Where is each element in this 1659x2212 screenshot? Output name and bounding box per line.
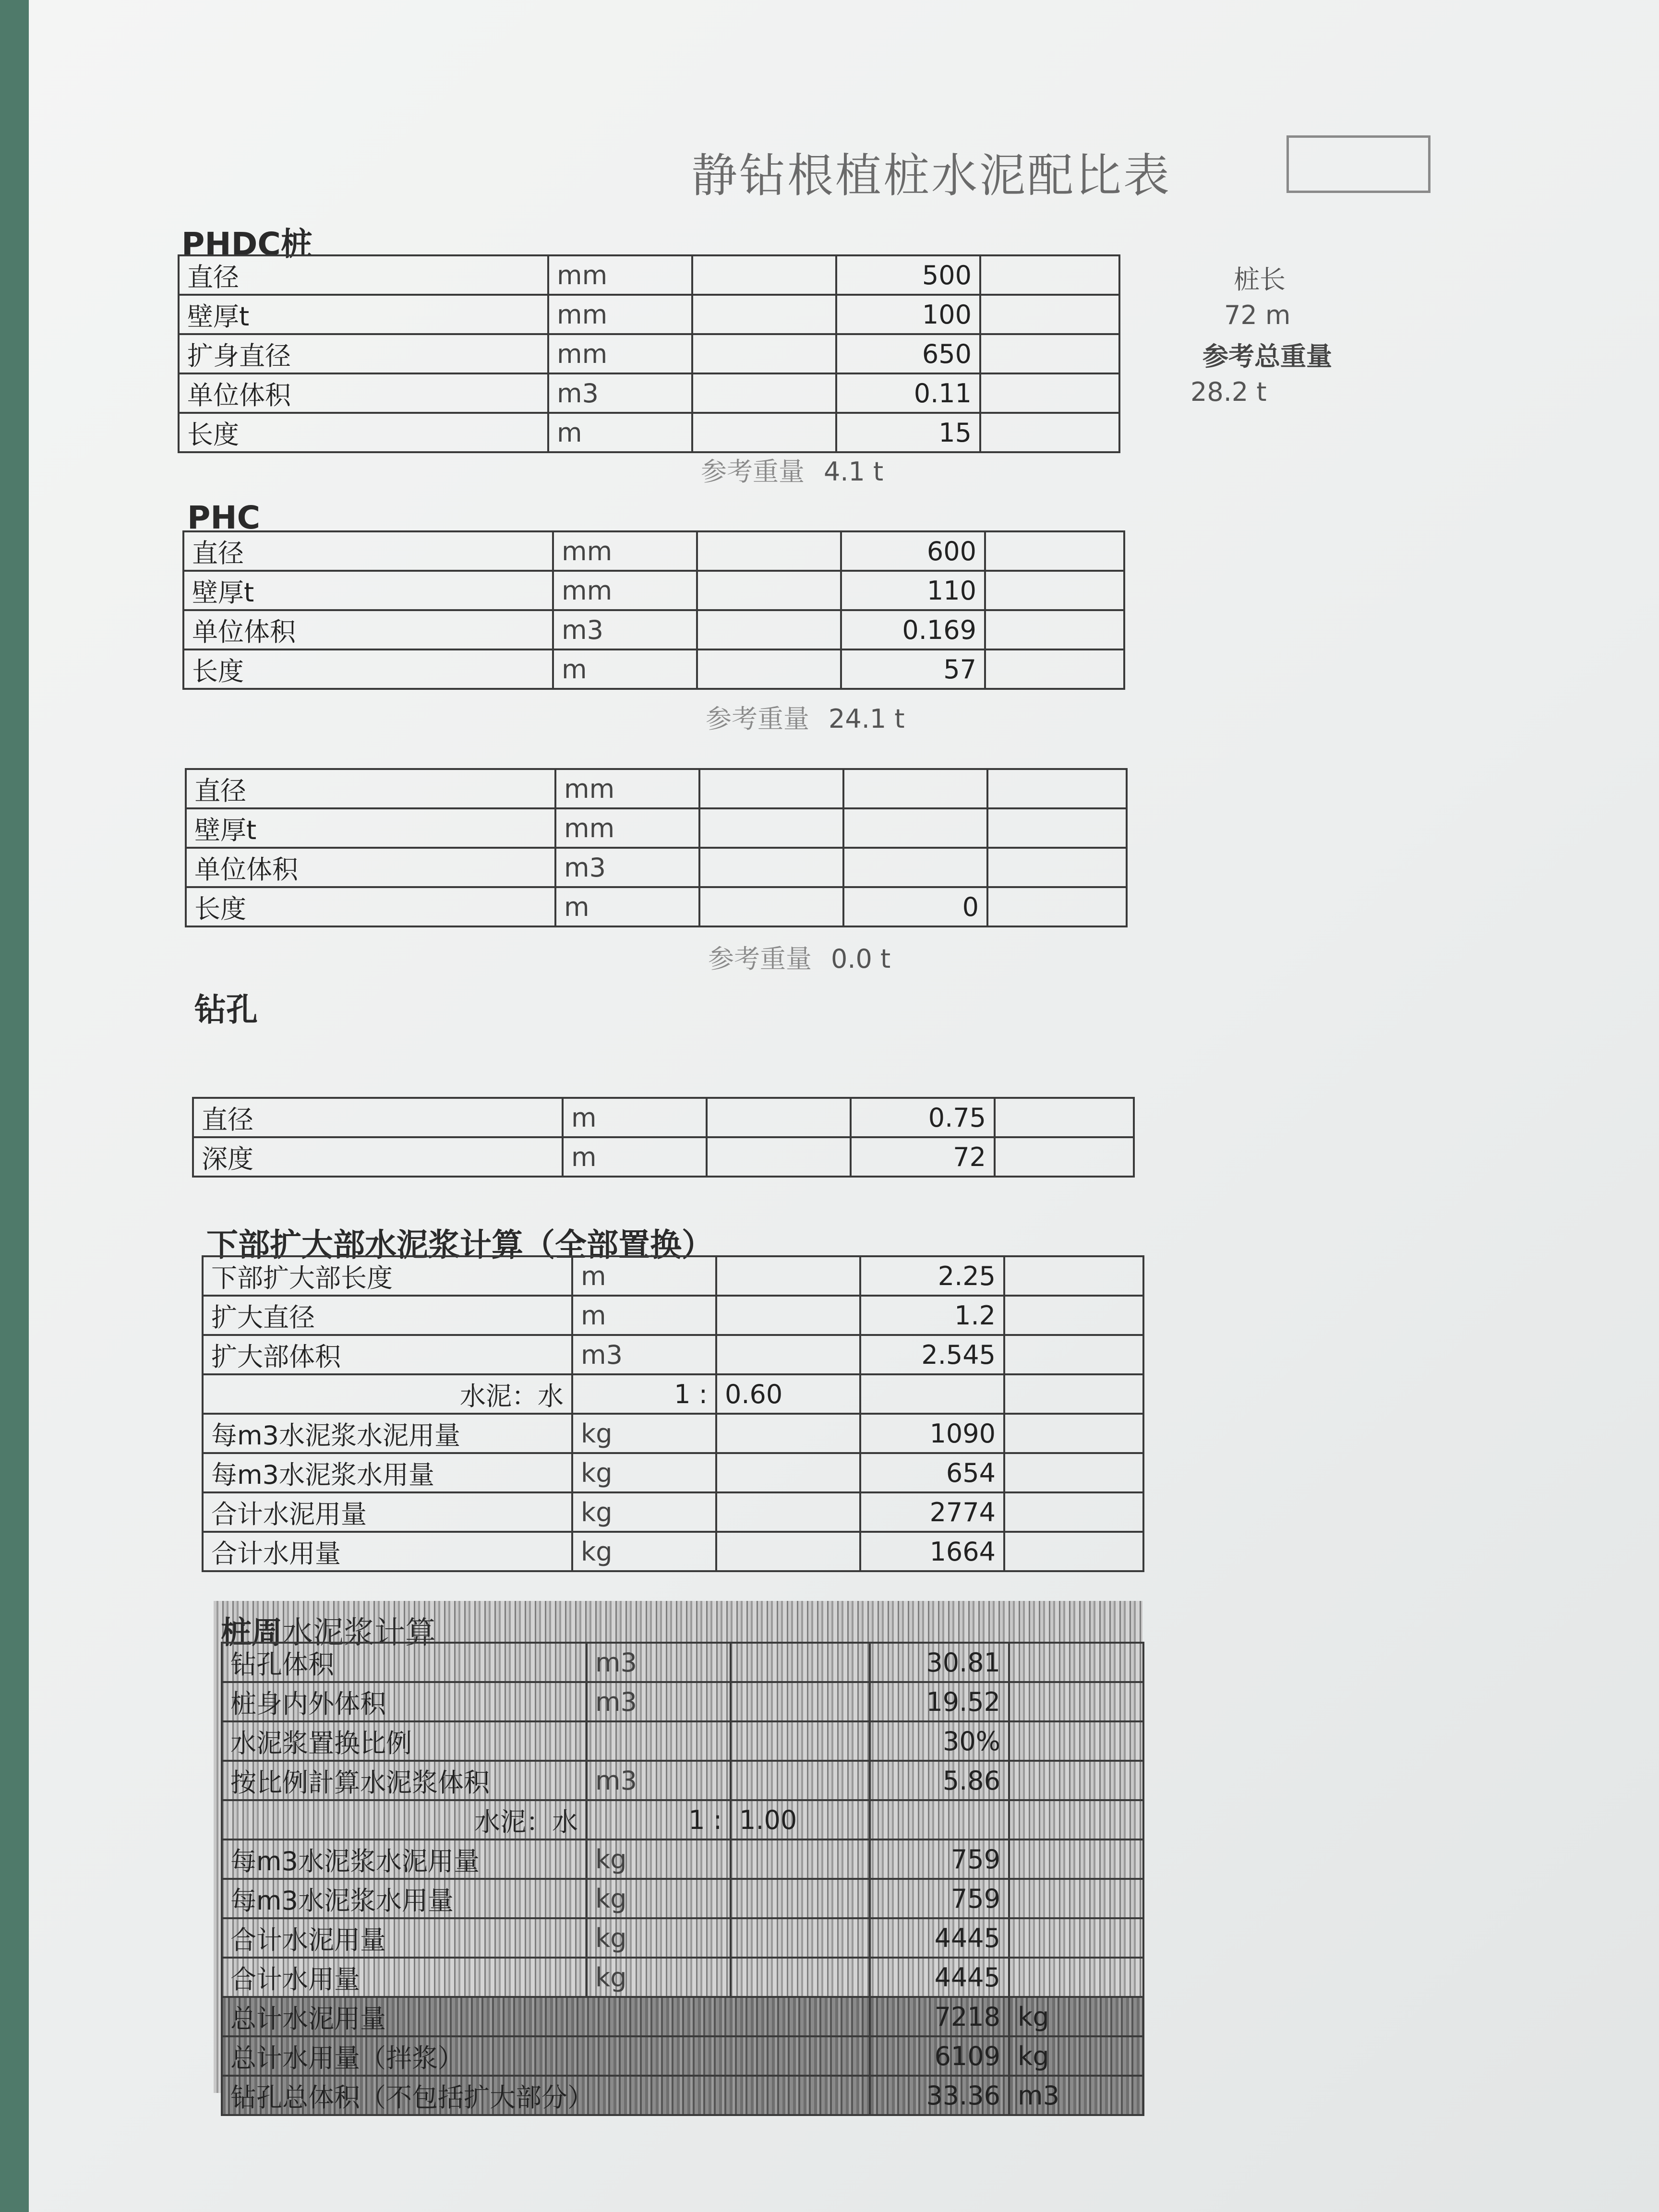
row-name: 每m3水泥浆水用量 [222, 1879, 587, 1918]
total-weight-value: 28.2 t [1190, 377, 1267, 407]
table-row [222, 1682, 1143, 1721]
third-table [185, 768, 1128, 927]
ref-value: 0.0 t [831, 944, 891, 974]
row-unit: m3 [555, 848, 699, 887]
row-name: 按比例計算水泥浆体积 [222, 1761, 587, 1800]
table-row [203, 1492, 1143, 1532]
total-row [222, 2076, 1143, 2115]
ratio-label: 水泥：水 [222, 1800, 587, 1839]
table-row [186, 769, 1127, 808]
row-name: 直径 [193, 1098, 563, 1137]
row-name: 单位体积 [179, 373, 548, 413]
around-label-bold: 桩周 [221, 1615, 282, 1651]
row-name: 长度 [183, 649, 553, 689]
row-value: 0.169 [841, 610, 985, 649]
table-row [186, 887, 1127, 926]
table-row [179, 413, 1119, 452]
ref-label: 参考重量 [708, 944, 812, 974]
row-name: 壁厚t [183, 571, 553, 610]
row-value: 4445 [870, 1958, 1009, 1997]
row-value: 759 [870, 1879, 1009, 1918]
row-unit: mm [548, 295, 692, 334]
row-value: 500 [836, 255, 980, 295]
phc-section-label: PHC [187, 499, 261, 536]
row-unit: m [548, 413, 692, 452]
table-row [222, 1761, 1143, 1800]
row-name: 壁厚t [186, 808, 555, 848]
row-unit: mm [555, 769, 699, 808]
total-value: 33.36 [870, 2076, 1009, 2115]
row-value: 2.25 [860, 1256, 1004, 1296]
total-weight-label: 参考总重量 [1202, 341, 1332, 372]
row-unit: m3 [548, 373, 692, 413]
around-label-rest: 水泥浆计算 [282, 1615, 436, 1651]
row-unit: m [555, 887, 699, 926]
table-row [179, 255, 1119, 295]
row-unit: kg [587, 1879, 731, 1918]
row-unit: mm [553, 571, 697, 610]
row-unit: mm [553, 531, 697, 571]
row-unit: kg [587, 1918, 731, 1958]
ratio-row [222, 1800, 1143, 1839]
ratio-a: 1 : [572, 1374, 716, 1414]
row-unit: m [553, 649, 697, 689]
total-unit: kg [1009, 2036, 1143, 2076]
row-value: 2774 [860, 1492, 1004, 1532]
table-row [203, 1335, 1143, 1374]
row-value: 30% [870, 1721, 1009, 1761]
row-unit: m [572, 1256, 716, 1296]
row-name: 长度 [186, 887, 555, 926]
row-name: 扩大直径 [203, 1296, 572, 1335]
row-value [843, 808, 987, 848]
row-value: 19.52 [870, 1682, 1009, 1721]
row-name: 合计水泥用量 [222, 1918, 587, 1958]
lower-section-label: 下部扩大部水泥浆计算（全部置换） [206, 1226, 713, 1263]
ratio-a: 1 : [587, 1800, 731, 1839]
drill-section-label: 钻孔 [194, 991, 258, 1028]
table-row [222, 1918, 1143, 1958]
row-value: 650 [836, 334, 980, 373]
table-row [203, 1256, 1143, 1296]
row-unit: kg [572, 1532, 716, 1571]
table-row [183, 649, 1124, 689]
table-row [179, 373, 1119, 413]
total-name: 钻孔总体积（不包括扩大部分） [222, 2076, 870, 2115]
row-unit: m [563, 1137, 707, 1177]
row-name: 壁厚t [179, 295, 548, 334]
total-value: 7218 [870, 1997, 1009, 2036]
phc-table [182, 530, 1125, 690]
row-unit: m3 [587, 1682, 731, 1721]
total-name: 总计水泥用量 [222, 1997, 870, 2036]
table-row [183, 610, 1124, 649]
table-row [222, 1879, 1143, 1918]
lower-table [202, 1255, 1144, 1572]
total-value: 6109 [870, 2036, 1009, 2076]
row-name: 合计水用量 [203, 1532, 572, 1571]
row-unit: kg [572, 1414, 716, 1453]
row-name: 水泥浆置换比例 [222, 1721, 587, 1761]
table-row [193, 1137, 1134, 1177]
row-value: 1.2 [860, 1296, 1004, 1335]
table-row [222, 1839, 1143, 1879]
row-value: 57 [841, 649, 985, 689]
row-name: 直径 [179, 255, 548, 295]
blank-box [1286, 135, 1431, 193]
table-row [222, 1721, 1143, 1761]
row-name: 钻孔体积 [222, 1643, 587, 1682]
row-unit: m3 [572, 1335, 716, 1374]
table-row [193, 1098, 1134, 1137]
row-name: 扩身直径 [179, 334, 548, 373]
row-unit: m3 [553, 610, 697, 649]
row-name: 长度 [179, 413, 548, 452]
row-unit: m [572, 1296, 716, 1335]
row-value: 1090 [860, 1414, 1004, 1453]
table-row [179, 334, 1119, 373]
ref-label: 参考重量 [701, 457, 805, 487]
phdc-ref-weight [701, 451, 883, 488]
row-unit: mm [548, 255, 692, 295]
row-value: 759 [870, 1839, 1009, 1879]
table-row [183, 531, 1124, 571]
ref-value: 24.1 t [829, 704, 905, 734]
row-value: 600 [841, 531, 985, 571]
page-title: 静钻根植桩水泥配比表 [691, 149, 1171, 203]
row-unit: mm [548, 334, 692, 373]
phdc-section-label: PHDC桩 [181, 226, 313, 263]
row-value: 72 [851, 1137, 995, 1177]
row-value: 110 [841, 571, 985, 610]
row-value: 0.75 [851, 1098, 995, 1137]
drill-table [192, 1097, 1135, 1178]
ratio-label: 水泥：水 [203, 1374, 572, 1414]
total-row [222, 2036, 1143, 2076]
row-name: 单位体积 [186, 848, 555, 887]
table-row [222, 1643, 1143, 1682]
total-row [222, 1997, 1143, 2036]
third-ref-weight [708, 938, 890, 975]
document-page [29, 0, 1659, 2212]
row-unit: kg [587, 1839, 731, 1879]
table-row [203, 1296, 1143, 1335]
row-value: 15 [836, 413, 980, 452]
row-value: 654 [860, 1453, 1004, 1492]
row-value [843, 769, 987, 808]
row-value: 30.81 [870, 1643, 1009, 1682]
around-table [221, 1642, 1144, 2116]
table-row [203, 1532, 1143, 1571]
row-name: 直径 [183, 531, 553, 571]
row-unit: mm [555, 808, 699, 848]
row-name: 每m3水泥浆水泥用量 [203, 1414, 572, 1453]
row-name: 合计水用量 [222, 1958, 587, 1997]
row-name: 每m3水泥浆水用量 [203, 1453, 572, 1492]
row-value: 0.11 [836, 373, 980, 413]
row-unit: kg [572, 1453, 716, 1492]
row-name: 桩身内外体积 [222, 1682, 587, 1721]
row-value: 100 [836, 295, 980, 334]
row-value: 0 [843, 887, 987, 926]
total-name: 总计水用量（拌浆） [222, 2036, 870, 2076]
phdc-table [178, 254, 1120, 453]
row-unit: kg [572, 1492, 716, 1532]
ref-label: 参考重量 [706, 704, 809, 734]
total-unit: m3 [1009, 2076, 1143, 2115]
table-row [203, 1453, 1143, 1492]
row-value: 1664 [860, 1532, 1004, 1571]
row-unit [587, 1721, 731, 1761]
row-value: 2.545 [860, 1335, 1004, 1374]
ratio-row [203, 1374, 1143, 1414]
ref-value: 4.1 t [824, 457, 884, 487]
row-name: 下部扩大部长度 [203, 1256, 572, 1296]
row-name: 深度 [193, 1137, 563, 1177]
phc-ref-weight [706, 698, 905, 735]
row-unit: m [563, 1098, 707, 1137]
row-value [843, 848, 987, 887]
row-unit: m3 [587, 1761, 731, 1800]
row-name: 扩大部体积 [203, 1335, 572, 1374]
pile-length-label: 桩长 [1234, 264, 1286, 295]
row-name: 每m3水泥浆水泥用量 [222, 1839, 587, 1879]
ratio-b: 1.00 [731, 1800, 870, 1839]
ratio-b: 0.60 [716, 1374, 860, 1414]
row-value: 4445 [870, 1918, 1009, 1958]
table-row [186, 808, 1127, 848]
table-row [203, 1414, 1143, 1453]
row-unit: kg [587, 1958, 731, 1997]
row-name: 直径 [186, 769, 555, 808]
row-value: 5.86 [870, 1761, 1009, 1800]
total-unit: kg [1009, 1997, 1143, 2036]
table-row [186, 848, 1127, 887]
row-unit: m3 [587, 1643, 731, 1682]
row-name: 单位体积 [183, 610, 553, 649]
row-name: 合计水泥用量 [203, 1492, 572, 1532]
table-row [222, 1958, 1143, 1997]
pile-length-value: 72 m [1224, 300, 1291, 330]
table-row [183, 571, 1124, 610]
table-row [179, 295, 1119, 334]
